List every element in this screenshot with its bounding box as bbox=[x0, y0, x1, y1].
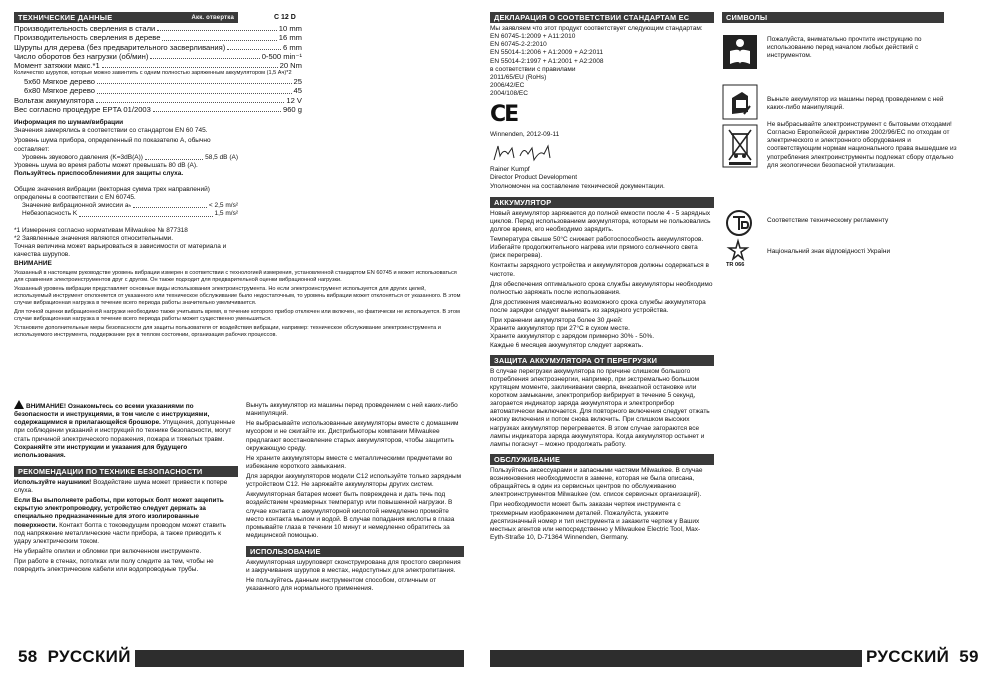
safety-p1: Используйте наушники! Воздействие шума может привести к потере слуха. bbox=[14, 478, 228, 494]
spec-row: 5x60 Мягкое дерево 25 bbox=[24, 77, 302, 87]
noise-spec: Уровень звукового давления (K=3dB(A)) 58,5 dB (A) bbox=[22, 153, 238, 161]
safety-p3: Не убирайте опилки и обломки при включенном инструменте. bbox=[14, 547, 202, 555]
signature-image bbox=[490, 142, 560, 164]
spec-row: Небезопасность K 1,5 m/s² bbox=[22, 210, 238, 218]
safety-p4: При работе в стенах, потолках или полу следите за тем, чтобы не повредить электрические кабели или водопроводные трубы. bbox=[14, 558, 214, 574]
right-footer-label: РУССКИЙ 59 bbox=[862, 647, 983, 668]
declaration-line: в соответствии с правилами bbox=[490, 65, 576, 73]
battery-safety-paragraph: Для зарядки аккумуляторов модели C12 используйте только зарядным устройством C12. Не заряжайте аккумуляторы других систем. bbox=[246, 473, 462, 489]
usage-header: ИСПОЛЬЗОВАНИЕ bbox=[246, 546, 464, 557]
storage-line: Каждые 6 месяцев аккумулятор следует заряжать. bbox=[490, 341, 644, 349]
battery-paragraphs bbox=[490, 210, 714, 316]
overload-paragraph: В случае перегрузки аккумулятора по причине слишком большого потребления электроэнергии, например, при экстремально большом крутящем моменте, заклинивании сверла, внезапной остановке или коротком замыкании, электроприбор вибрирует в течение 5 секунд, загорается индикатор заряда аккумулятора и электроприбор автоматически выключается. Для повторного включения следует отжать кнопку включения и потом снова включить. При слишком высоких нагрузках аккумулятор перегревается. В этом случае загораются все лампы индикатора заряда аккумулятора. Когда аккумулятор остынет и лампы погаснут – можно продолжать работу. bbox=[490, 367, 710, 448]
attention-section bbox=[14, 260, 462, 339]
noise-p3: Уровень шума во время работы может превышать 80 dB (A). bbox=[14, 161, 198, 169]
declaration-line: EN 55014-2:1997 + A1:2001 + A2:2008 bbox=[490, 57, 604, 65]
declaration-line: EN 60745-2-2:2010 bbox=[490, 41, 547, 49]
specs-list bbox=[14, 24, 302, 70]
spec-row: Момент затяжки макс.*1 20 Nm bbox=[14, 61, 302, 70]
crossed-bin-icon bbox=[722, 124, 758, 168]
battery-safety-paragraphs bbox=[246, 402, 464, 540]
specs2-list bbox=[14, 96, 302, 115]
spec-row: Производительность сверления в стали 10 mm bbox=[14, 24, 302, 33]
attention-paragraph: Указанный уровень вибрации представляет основные виды использования электроинструмента. Но если электроинструмент используется для других целей, используемый инструмент отклоняется от указанного или техническое обслуживание было недостаточным, то уровень вибрации может отклоняться от указанного. В этом случае вибрационная нагрузка в течение всего периода работы значительно увеличивается. bbox=[14, 286, 461, 307]
spec-row: Вольтаж аккумулятора 12 V bbox=[14, 95, 302, 105]
model-label: C 12 D bbox=[274, 14, 296, 21]
screw-spec-list bbox=[14, 77, 302, 96]
spec-row: Производительность сверления в дереве 16 mm bbox=[14, 33, 302, 43]
noise-p2: Уровень шума прибора, определенный по показателю А, обычно составляет: bbox=[14, 137, 211, 153]
manual-icon bbox=[722, 34, 758, 70]
footnotes bbox=[14, 227, 238, 260]
declaration-line: EN 55014-1:2006 + A1:2009 + A2:2011 bbox=[490, 49, 604, 57]
attention-paragraph: Для точной оценки вибрационной нагрузки необходимо также учитывать время, в течение которого прибор отключен или включен, но фактически не используется. В этом случае вибрационная нагрузка в течение всего периода работы может существенно уменьшиться. bbox=[14, 309, 460, 323]
symbol-text-ua: Національний знак відповідності України bbox=[767, 248, 891, 255]
battery-paragraph: Для обеспечения оптимального срока службы аккумуляторы необходимо полностью заряжать после использования. bbox=[490, 280, 713, 296]
declaration-line: 2004/108/EC bbox=[490, 90, 528, 97]
signer-name: Rainer Kumpf bbox=[490, 166, 530, 174]
symbols-column bbox=[722, 12, 957, 268]
vibration-specs bbox=[14, 202, 238, 218]
battery-header: АККУМУЛЯТОР bbox=[490, 197, 714, 208]
left-footer-label: 58 РУССКИЙ bbox=[14, 647, 135, 668]
spec-row: Значение вибрационной эмиссии aₕ < 2,5 m/s² bbox=[22, 202, 238, 210]
symbol-text-manual: Пожалуйста, внимательно прочтите инструкцию по использованию перед началом любых действий с инструментом. bbox=[767, 36, 922, 60]
battery-safety-paragraph: Вынуть аккумулятор из машины перед проведением с ней каких-либо манипуляций. bbox=[246, 402, 458, 418]
declaration-lines bbox=[490, 25, 714, 98]
footnote: *1 Измерения согласно нормативам Milwaukee № 877318 bbox=[14, 226, 188, 234]
symbol-text-disposal: Не выбрасывайте электроинструмент с бытовыми отходами! Согласно Европейской директиве 2002/96/ЕС по отходам от электрического и электронного оборудования и соответствующим нормам национального права вышедшие из употребления электроинструменты подлежат сбору отдельно для экологически безопасной утилизации. bbox=[767, 121, 957, 169]
ua-mark-caption: TR 066 bbox=[726, 262, 745, 268]
safety-warning: ВНИМАНИЕ! Ознакомьтесь со всеми указаниями по безопасности и инструкциями, в том числе с инструкциями, содержащимися в прилагающейся брошюре. Упущения, допущенные при соблюдении указаний и инструкций по технике безопасности, могут стать причиной электрического поражения, пожара и тяжелых травм. bbox=[14, 400, 238, 444]
safety-keep: Сохраняйте эти инструкции и указания для будущего использования. bbox=[14, 443, 188, 459]
footnote: Точная величина может варьироваться в зависимости от материала и качества шурупов. bbox=[14, 242, 227, 258]
ce-mark: CE bbox=[490, 102, 518, 128]
symbol-text-battery: Выньте аккумулятор из машины перед проведением с ней каких-либо манипуляций. bbox=[767, 96, 944, 112]
battery-safety-paragraph: Не выбрасывайте использованные аккумуляторы вместе с домашним мусором и не сжигайте их. Дистрибьюторы компании Milwaukee предлагают восстановление старых аккумуляторов, чтобы защитить окружающую среду. bbox=[246, 420, 459, 452]
symbol-text-gost: Соответствие техническому регламенту bbox=[767, 217, 889, 224]
attention-paragraph: Указанный в настоящем руководстве уровень вибрации измерен в соответствии с технологией измерения, установленной стандартом EN 60745 и может использоваться для сравнения электроинструментов друг с другом. Он также подходит для предварительной оценки вибрационной нагрузки. bbox=[14, 270, 457, 284]
usage-paragraph: Не пользуйтесь данным инструментом способом, отличным от указанного для нормального применения. bbox=[246, 577, 437, 593]
spec-row: Вес согласно процедуре EPTA 01/2003 960 g bbox=[14, 104, 302, 114]
noise-p1: Значения замерялись в соответствии со стандартом EN 60 745. bbox=[14, 127, 208, 135]
left-column-3 bbox=[246, 400, 464, 594]
battery-safety-paragraph: Не храните аккумуляторы вместе с металлическими предметами во избежание короткого замыкания. bbox=[246, 454, 453, 470]
ua-mark-icon bbox=[726, 240, 750, 262]
left-column-1 bbox=[14, 12, 302, 259]
battery-paragraph: Новый аккумулятор заряжается до полной емкости после 4 - 5 зарядных циклов. Перед использованием аккумулятора, которым не пользовались долгое время, его необходимо зарядить. bbox=[490, 209, 711, 233]
declaration-line: Мы заявляем что этот продукт соответствует следующим стандартам: bbox=[490, 25, 703, 32]
noise-title: Информация по шумам/вибрации bbox=[14, 119, 124, 127]
spec-row: 6x80 Мягкое дерево 45 bbox=[24, 86, 302, 96]
declaration-place: Winnenden, 2012-09-11 bbox=[490, 130, 560, 138]
usage-paragraph: Аккумуляторная шуруповерт сконструирована для простого сверления и закручивания шурупов в местах, недоступных для электропитания. bbox=[246, 559, 461, 575]
tech-data-header: ТЕХНИЧЕСКИЕ ДАННЫЕ Акк. отвертка bbox=[14, 12, 238, 23]
service-paragraph: Пользуйтесь аксессуарами и запасными частями Milwaukee. В случае возникновения необходимости в замене, которая не была описана, обращайтесь в один из сервисных центров по обслуживанию электроинструментов Milwaukee (см. список сервисных организаций). bbox=[490, 466, 703, 499]
signer-note: Уполномочен на составление технической документации. bbox=[490, 182, 665, 190]
battery-paragraph: Температура свыше 50°С снижает работоспособность аккумуляторов. Избегайте продолжительного нагрева или прямого солнечного света (риск перегрева). bbox=[490, 236, 704, 260]
service-paragraphs bbox=[490, 467, 714, 542]
battery-paragraph: Для достижения максимально возможного срока службы аккумулятора после зарядки следует вынимать из зарядного устройства. bbox=[490, 298, 706, 315]
attention-paragraph: Установите дополнительные меры безопасности для защиты пользователя от воздействия вибрации, например: техническое обслуживание электроинструмента и используемого инструмента, поддержание рук в теплом состоянии, организация рабочих процессов. bbox=[14, 325, 441, 338]
footnote: *2 Заявленные значения являются относительными. bbox=[14, 234, 174, 242]
symbols-header: СИМВОЛЫ bbox=[722, 12, 944, 23]
vibration-paragraph: Общие значения вибрации (векторная сумма трех направлений) определены в соответствии с EN 60745. bbox=[14, 186, 210, 202]
gost-icon bbox=[724, 208, 754, 238]
battery-remove-icon bbox=[722, 84, 758, 120]
declaration-header: ДЕКЛАРАЦИЯ О СООТВЕТСТВИИ СТАНДАРТАМ ЕС bbox=[490, 12, 714, 23]
declaration-line: 2011/65/EU (RoHs) bbox=[490, 73, 547, 81]
declaration-line: 2006/42/EC bbox=[490, 81, 525, 89]
spec-note: Количество шурупов, которые можно завинтить с одним полностью заряженным аккумулятором (1,5 Ач)*2 bbox=[14, 70, 292, 77]
warning-triangle-icon bbox=[14, 400, 24, 409]
spec-row: Шурупы для дерева (без предварительного засверливания) 6 mm bbox=[14, 42, 302, 52]
storage-line: Храните аккумулятор с зарядом примерно 30% - 50%. bbox=[490, 333, 655, 341]
left-column-2 bbox=[14, 400, 238, 574]
overload-header: ЗАЩИТА АККУМУЛЯТОРА ОТ ПЕРЕГРУЗКИ bbox=[490, 355, 714, 366]
attention-paragraphs bbox=[14, 270, 462, 339]
signer-title: Director Product Development bbox=[490, 174, 578, 182]
storage-lines bbox=[490, 317, 714, 350]
safety-p2: Если Вы выполняете работы, при которых болт может зацепить скрытую электропроводку, устройство следует держать за специально предназначенные для этого изолированные поверхности. Контакт болта с токоведущим проводом может ставить под напряжение металлические части прибора, а также приводить к удару электрическим током. bbox=[14, 497, 226, 545]
service-paragraph: При необходимости может быть заказан чертеж инструмента с трехмерным изображением деталей. Пожалуйста, укажите десятизначный номер и тип инструмента и закажите чертеж у Ваших местных агентов или непосредственно у Milwaukee Electric Tool, Max-Eyth-Straße 10, D-71364 Winnenden, Germany. bbox=[490, 501, 701, 541]
declaration-line: EN 60745-1:2009 + A11:2010 bbox=[490, 33, 576, 41]
noise-bold: Пользуйтесь приспособлениями для защиты слуха. bbox=[14, 169, 184, 177]
safety-header: РЕКОМЕНДАЦИИ ПО ТЕХНИКЕ БЕЗОПАСНОСТИ bbox=[14, 466, 238, 477]
usage-paragraphs bbox=[246, 559, 464, 594]
battery-paragraph: Контакты зарядного устройства и аккумуляторов должны содержаться в чистоте. bbox=[490, 262, 709, 278]
storage-line: При хранении аккумулятора более 30 дней: bbox=[490, 317, 623, 325]
storage-line: Храните аккумулятор при 27°С в сухом месте. bbox=[490, 325, 630, 333]
spec-row: Число оборотов без нагрузки (об/мин) 0-500 min⁻¹ bbox=[14, 51, 302, 61]
battery-safety-paragraph: Аккумуляторная батарея может быть повреждена и дать течь под воздействием чрезмерных температур или повышенной нагрузки. В случае контакта с аккумуляторной кислотой немедленно промойте место контакта мылом и водой. В случае попадания кислоты в глаза промывайте глаза в течении 10 минут и немедленно обратитесь за медицинской помощью. bbox=[246, 491, 455, 539]
service-header: ОБСЛУЖИВАНИЕ bbox=[490, 454, 714, 465]
attention-title: ВНИМАНИЕ bbox=[14, 260, 52, 267]
right-column-1 bbox=[490, 12, 714, 542]
